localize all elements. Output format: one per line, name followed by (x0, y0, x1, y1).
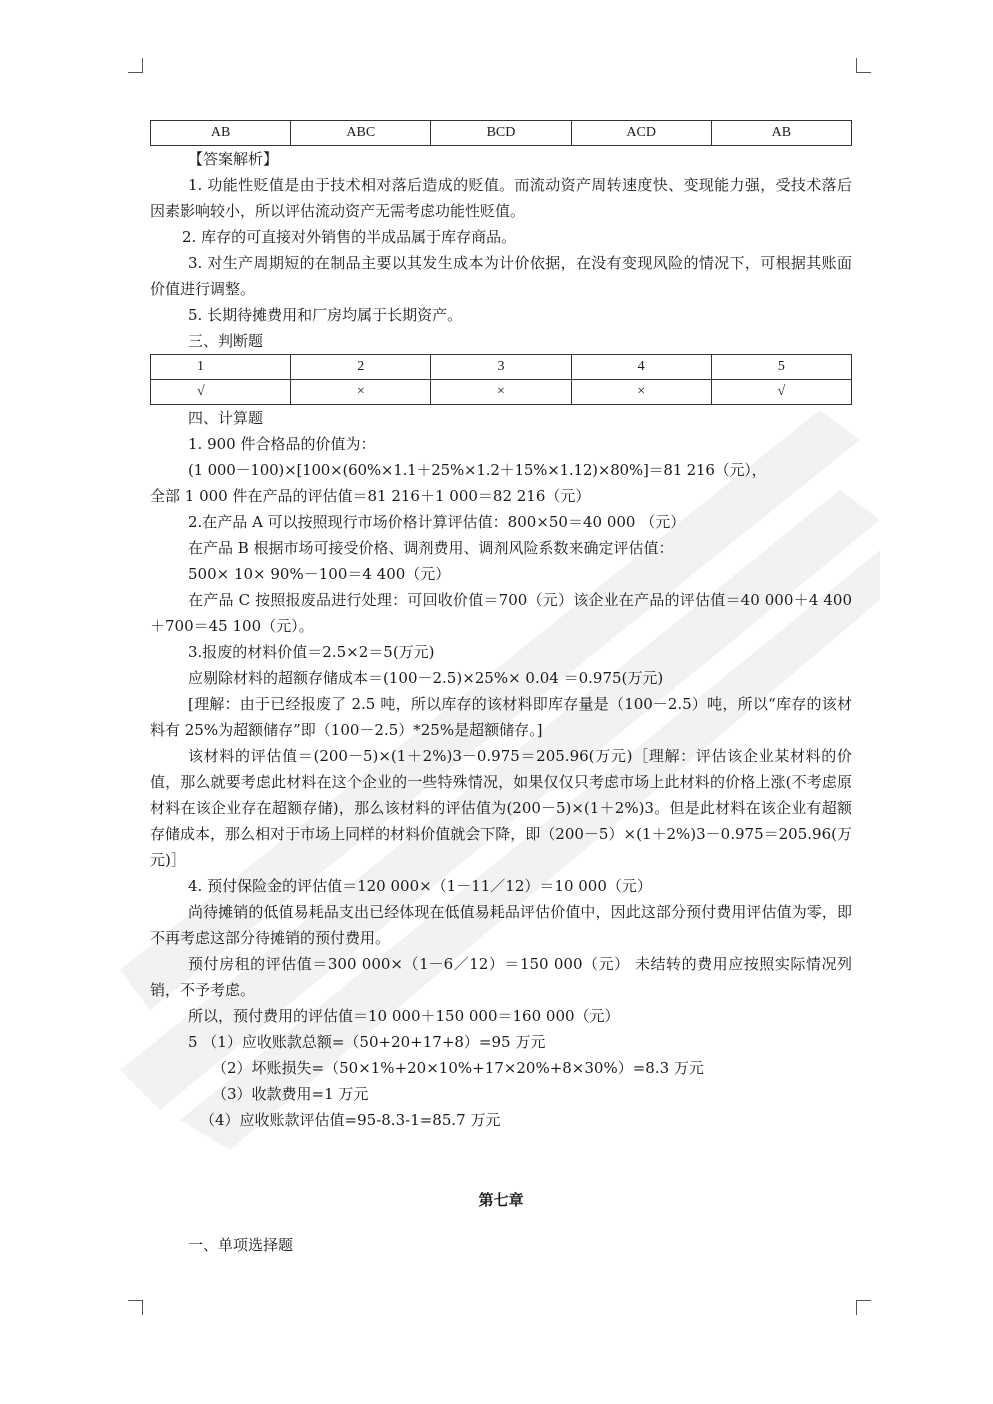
table-cell: × (571, 380, 711, 405)
table-cell: AB (711, 121, 851, 146)
calc-line: （2）坏账损失=（50×1%+20×10%+17×20%+8×30%）=8.3 万元 (212, 1059, 704, 1077)
table-cell: × (291, 380, 431, 405)
calc-line: 2.在产品 A 可以按照现行市场价格计算评估值：800×50＝40 000 （元） (188, 513, 686, 531)
crop-mark-top-right (856, 58, 871, 73)
table-cell: BCD (431, 121, 571, 146)
answer-table-judgment (150, 354, 852, 405)
answer-table-multiple-choice (150, 120, 852, 146)
analysis-title: 【答案解析】 (188, 150, 279, 168)
calc-line: 所以，预付费用的评估值＝10 000＋150 000＝160 000（元） (188, 1007, 620, 1025)
analysis-item: 3. 对生产周期短的在制品主要以其发生成本为计价依据，在没有变现风险的情况下，可根据其账面价值进行调整。 (150, 254, 852, 298)
calc-line: 500× 10× 90%－100＝4 400（元） (188, 565, 451, 583)
calc-paragraph: 在产品 C 按照报废品进行处理：可回收价值＝700（元）该企业在产品的评估值＝40 000＋4 400＋700＝45 100（元）。 (150, 591, 852, 635)
chapter-title: 第七章 (478, 1191, 524, 1209)
calc-line: 5 （1）应收账款总额=（50+20+17+8）=95 万元 (188, 1033, 546, 1051)
calc-line: 1. 900 件合格品的价值为： (188, 435, 376, 453)
crop-mark-top-left (128, 58, 143, 73)
analysis-item: 1. 功能性贬值是由于技术相对落后造成的贬值。而流动资产周转速度快、变现能力强，受技术落后因素影响较小，所以评估流动资产无需考虑功能性贬值。 (150, 176, 852, 220)
table-cell: ACD (571, 121, 711, 146)
table-row (151, 355, 852, 380)
calc-paragraph: 预付房租的评估值＝300 000×（1－6／12）＝150 000（元） 未结转的费用应按照实际情况列销，不予考虑。 (150, 955, 852, 999)
content-area (150, 120, 852, 1275)
chapter-section-title: 一、单项选择题 (188, 1236, 294, 1254)
table-cell: AB (151, 121, 291, 146)
calc-line: （3）收款费用=1 万元 (212, 1085, 369, 1103)
table-cell: 2 (291, 355, 431, 380)
table-cell: 3 (431, 355, 571, 380)
table-cell: 4 (571, 355, 711, 380)
judgment-title: 三、判断题 (188, 332, 264, 350)
calc-paragraph: 该材料的评估值＝(200－5)×(1＋2%)3－0.975＝205.96(万元)［理解：评估该企业某材料的价值，那么就要考虑此材料在这个企业的一些特殊情况，如果仅仅只考虑市场上此材料的价格上涨(不考虑原材料在该企业存在超额存储)，那么该材料的评估值为(200－5)×(1＋2%)3。但是此材料在该企业有超额存储成本，那么相对于市场上同样的材料价值就会下降，即（200－5）×(1＋2%)3－0.975＝205.96(万元)］ (150, 747, 852, 869)
table-cell: √ (151, 380, 291, 405)
calc-line: 3.报废的材料价值＝2.5×2＝5(万元) (188, 643, 435, 661)
calc-paragraph: [理解：由于已经报废了 2.5 吨，所以库存的该材料即库存量是（100－2.5）吨，所以“库存的该材料有 25%为超额储存”即（100－2.5）*25%是超额储存。] (150, 695, 852, 739)
crop-mark-bottom-right (856, 1300, 871, 1315)
analysis-item: 2. 库存的可直接对外销售的半成品属于库存商品。 (182, 228, 517, 246)
table-cell: 1 (151, 355, 291, 380)
analysis-item: 5. 长期待摊费用和厂房均属于长期资产。 (188, 306, 463, 324)
calc-line: (1 000－100)×[100×(60%×1.1＋25%×1.2＋15%×1.12)×80%]＝81 216（元）， (188, 461, 767, 479)
calc-line: 4. 预付保险金的评估值＝120 000×（1－11／12）＝10 000（元） (188, 877, 652, 895)
table-cell: √ (711, 380, 851, 405)
table-cell: × (431, 380, 571, 405)
table-row (151, 121, 852, 146)
crop-mark-bottom-left (128, 1300, 143, 1315)
calc-line: （4）应收账款评估值=95-8.3-1=85.7 万元 (200, 1111, 501, 1129)
calc-line: 在产品 B 根据市场可接受价格、调剂费用、调剂风险系数来确定评估值： (188, 539, 674, 557)
calc-paragraph: 尚待摊销的低值易耗品支出已经体现在低值易耗品评估价值中，因此这部分预付费用评估值为零，即不再考虑这部分待摊销的预付费用。 (150, 903, 852, 947)
calc-line: 应剔除材料的超额存储成本＝(100－2.5)×25%× 0.04 ＝0.975(万元) (188, 669, 664, 687)
table-row (151, 380, 852, 405)
table-cell: 5 (711, 355, 851, 380)
calc-line: 全部 1 000 件在产品的评估值＝81 216＋1 000＝82 216（元） (150, 487, 591, 505)
calc-title: 四、计算题 (188, 409, 264, 427)
table-cell: ABC (291, 121, 431, 146)
